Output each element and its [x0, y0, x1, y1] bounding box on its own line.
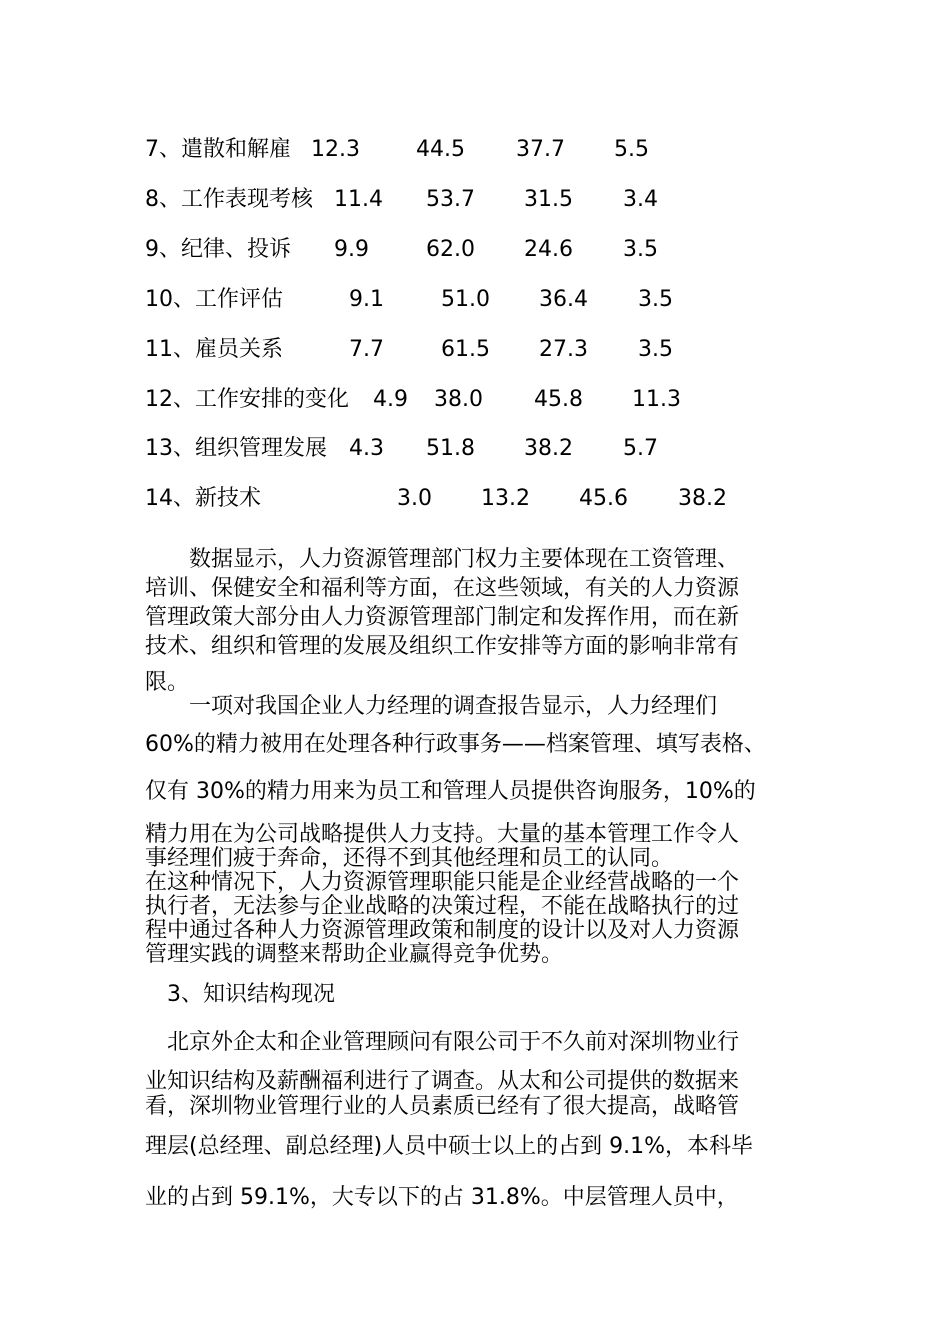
- row-value-2: 53.7: [426, 187, 475, 212]
- row-value-2: 62.0: [426, 237, 475, 262]
- row-value-3: 24.6: [524, 237, 573, 262]
- paragraph-line: 数据显示，人力资源管理部门权力主要体现在工资管理、: [145, 547, 740, 572]
- paragraph-line: 技术、组织和管理的发展及组织工作安排等方面的影响非常有: [145, 634, 740, 659]
- section-heading: 3、知识结构现况: [145, 982, 335, 1007]
- table-row: [145, 434, 705, 464]
- paragraph-line: 在这种情况下，人力资源管理职能只能是企业经营战略的一个: [145, 870, 740, 895]
- row-value-4: 3.4: [623, 187, 658, 212]
- row-value-4: 5.5: [614, 137, 649, 162]
- row-value-4: 5.7: [623, 436, 658, 461]
- row-label: 11、雇员关系: [145, 337, 283, 362]
- paragraph-line: 看，深圳物业管理行业的人员素质已经有了很大提高，战略管: [145, 1094, 740, 1119]
- row-value-1: 7.7: [349, 337, 384, 362]
- table-row: [145, 135, 705, 165]
- row-value-2: 44.5: [416, 137, 465, 162]
- paragraph: [145, 545, 805, 697]
- row-value-4: 38.2: [678, 486, 727, 511]
- row-label: 8、工作表现考核: [145, 187, 313, 212]
- table-row: [145, 484, 745, 514]
- row-value-3: 45.8: [534, 387, 583, 412]
- row-value-4: 3.5: [623, 237, 658, 262]
- row-value-2: 51.8: [426, 436, 475, 461]
- paragraph-line: 一项对我国企业人力经理的调查报告显示，人力经理们: [145, 694, 718, 719]
- row-value-3: 37.7: [516, 137, 565, 162]
- paragraph-line: 业知识结构及薪酬福利进行了调查。从太和公司提供的数据来: [145, 1069, 740, 1094]
- row-value-4: 3.5: [638, 337, 673, 362]
- paragraph-line: 精力用在为公司战略提供人力支持。大量的基本管理工作令人: [145, 822, 740, 847]
- paragraph-line: 事经理们疲于奔命，还得不到其他经理和员工的认同。: [145, 846, 674, 871]
- row-label: 10、工作评估: [145, 287, 283, 312]
- row-value-2: 61.5: [441, 337, 490, 362]
- row-label: 12、工作安排的变化: [145, 387, 349, 412]
- row-value-1: 4.9: [373, 387, 408, 412]
- paragraph-line: 仅有 30%的精力用来为员工和管理人员提供咨询服务，10%的: [145, 779, 756, 804]
- row-label: 9、纪律、投诉: [145, 237, 291, 262]
- row-value-3: 36.4: [539, 287, 588, 312]
- row-value-3: 45.6: [579, 486, 628, 511]
- row-value-3: 38.2: [524, 436, 573, 461]
- table-row: [145, 285, 705, 315]
- paragraph-line: 60%的精力被用在处理各种行政事务——档案管理、填写表格、: [145, 732, 766, 757]
- row-value-2: 51.0: [441, 287, 490, 312]
- row-value-3: 27.3: [539, 337, 588, 362]
- row-value-4: 3.5: [638, 287, 673, 312]
- paragraph-line: 理层(总经理、副总经理)人员中硕士以上的占到 9.1%，本科毕: [145, 1134, 754, 1159]
- table-row: [145, 235, 705, 265]
- paragraph-line: 执行者，无法参与企业战略的决策过程，不能在战略执行的过: [145, 894, 740, 919]
- paragraph: [145, 1028, 805, 1212]
- paragraph-line: 程中通过各种人力资源管理政策和制度的设计以及对人力资源: [145, 918, 740, 943]
- row-value-2: 13.2: [481, 486, 530, 511]
- paragraph-line: 培训、保健安全和福利等方面，在这些领域，有关的人力资源: [145, 576, 740, 601]
- row-value-1: 9.9: [334, 237, 369, 262]
- row-value-3: 31.5: [524, 187, 573, 212]
- row-value-1: 4.3: [349, 436, 384, 461]
- row-value-1: 3.0: [397, 486, 432, 511]
- paragraph: [145, 692, 805, 969]
- row-value-1: 12.3: [311, 137, 360, 162]
- paragraph-line: 管理实践的调整来帮助企业赢得竞争优势。: [145, 942, 564, 967]
- paragraph-line: 北京外企太和企业管理顾问有限公司于不久前对深圳物业行: [145, 1030, 740, 1055]
- table-row: [145, 385, 705, 415]
- row-value-2: 38.0: [434, 387, 483, 412]
- row-label: 14、新技术: [145, 486, 261, 511]
- row-value-4: 11.3: [632, 387, 681, 412]
- paragraph-line: 业的占到 59.1%，大专以下的占 31.8%。中层管理人员中，: [145, 1185, 739, 1210]
- row-label: 13、组织管理发展: [145, 436, 327, 461]
- row-value-1: 9.1: [349, 287, 384, 312]
- table-row: [145, 185, 705, 215]
- row-label: 7、遣散和解雇: [145, 137, 291, 162]
- paragraph-line: 管理政策大部分由人力资源管理部门制定和发挥作用，而在新: [145, 605, 740, 630]
- paragraph-line: 限。: [145, 670, 190, 695]
- table-row: [145, 335, 705, 365]
- row-value-1: 11.4: [334, 187, 383, 212]
